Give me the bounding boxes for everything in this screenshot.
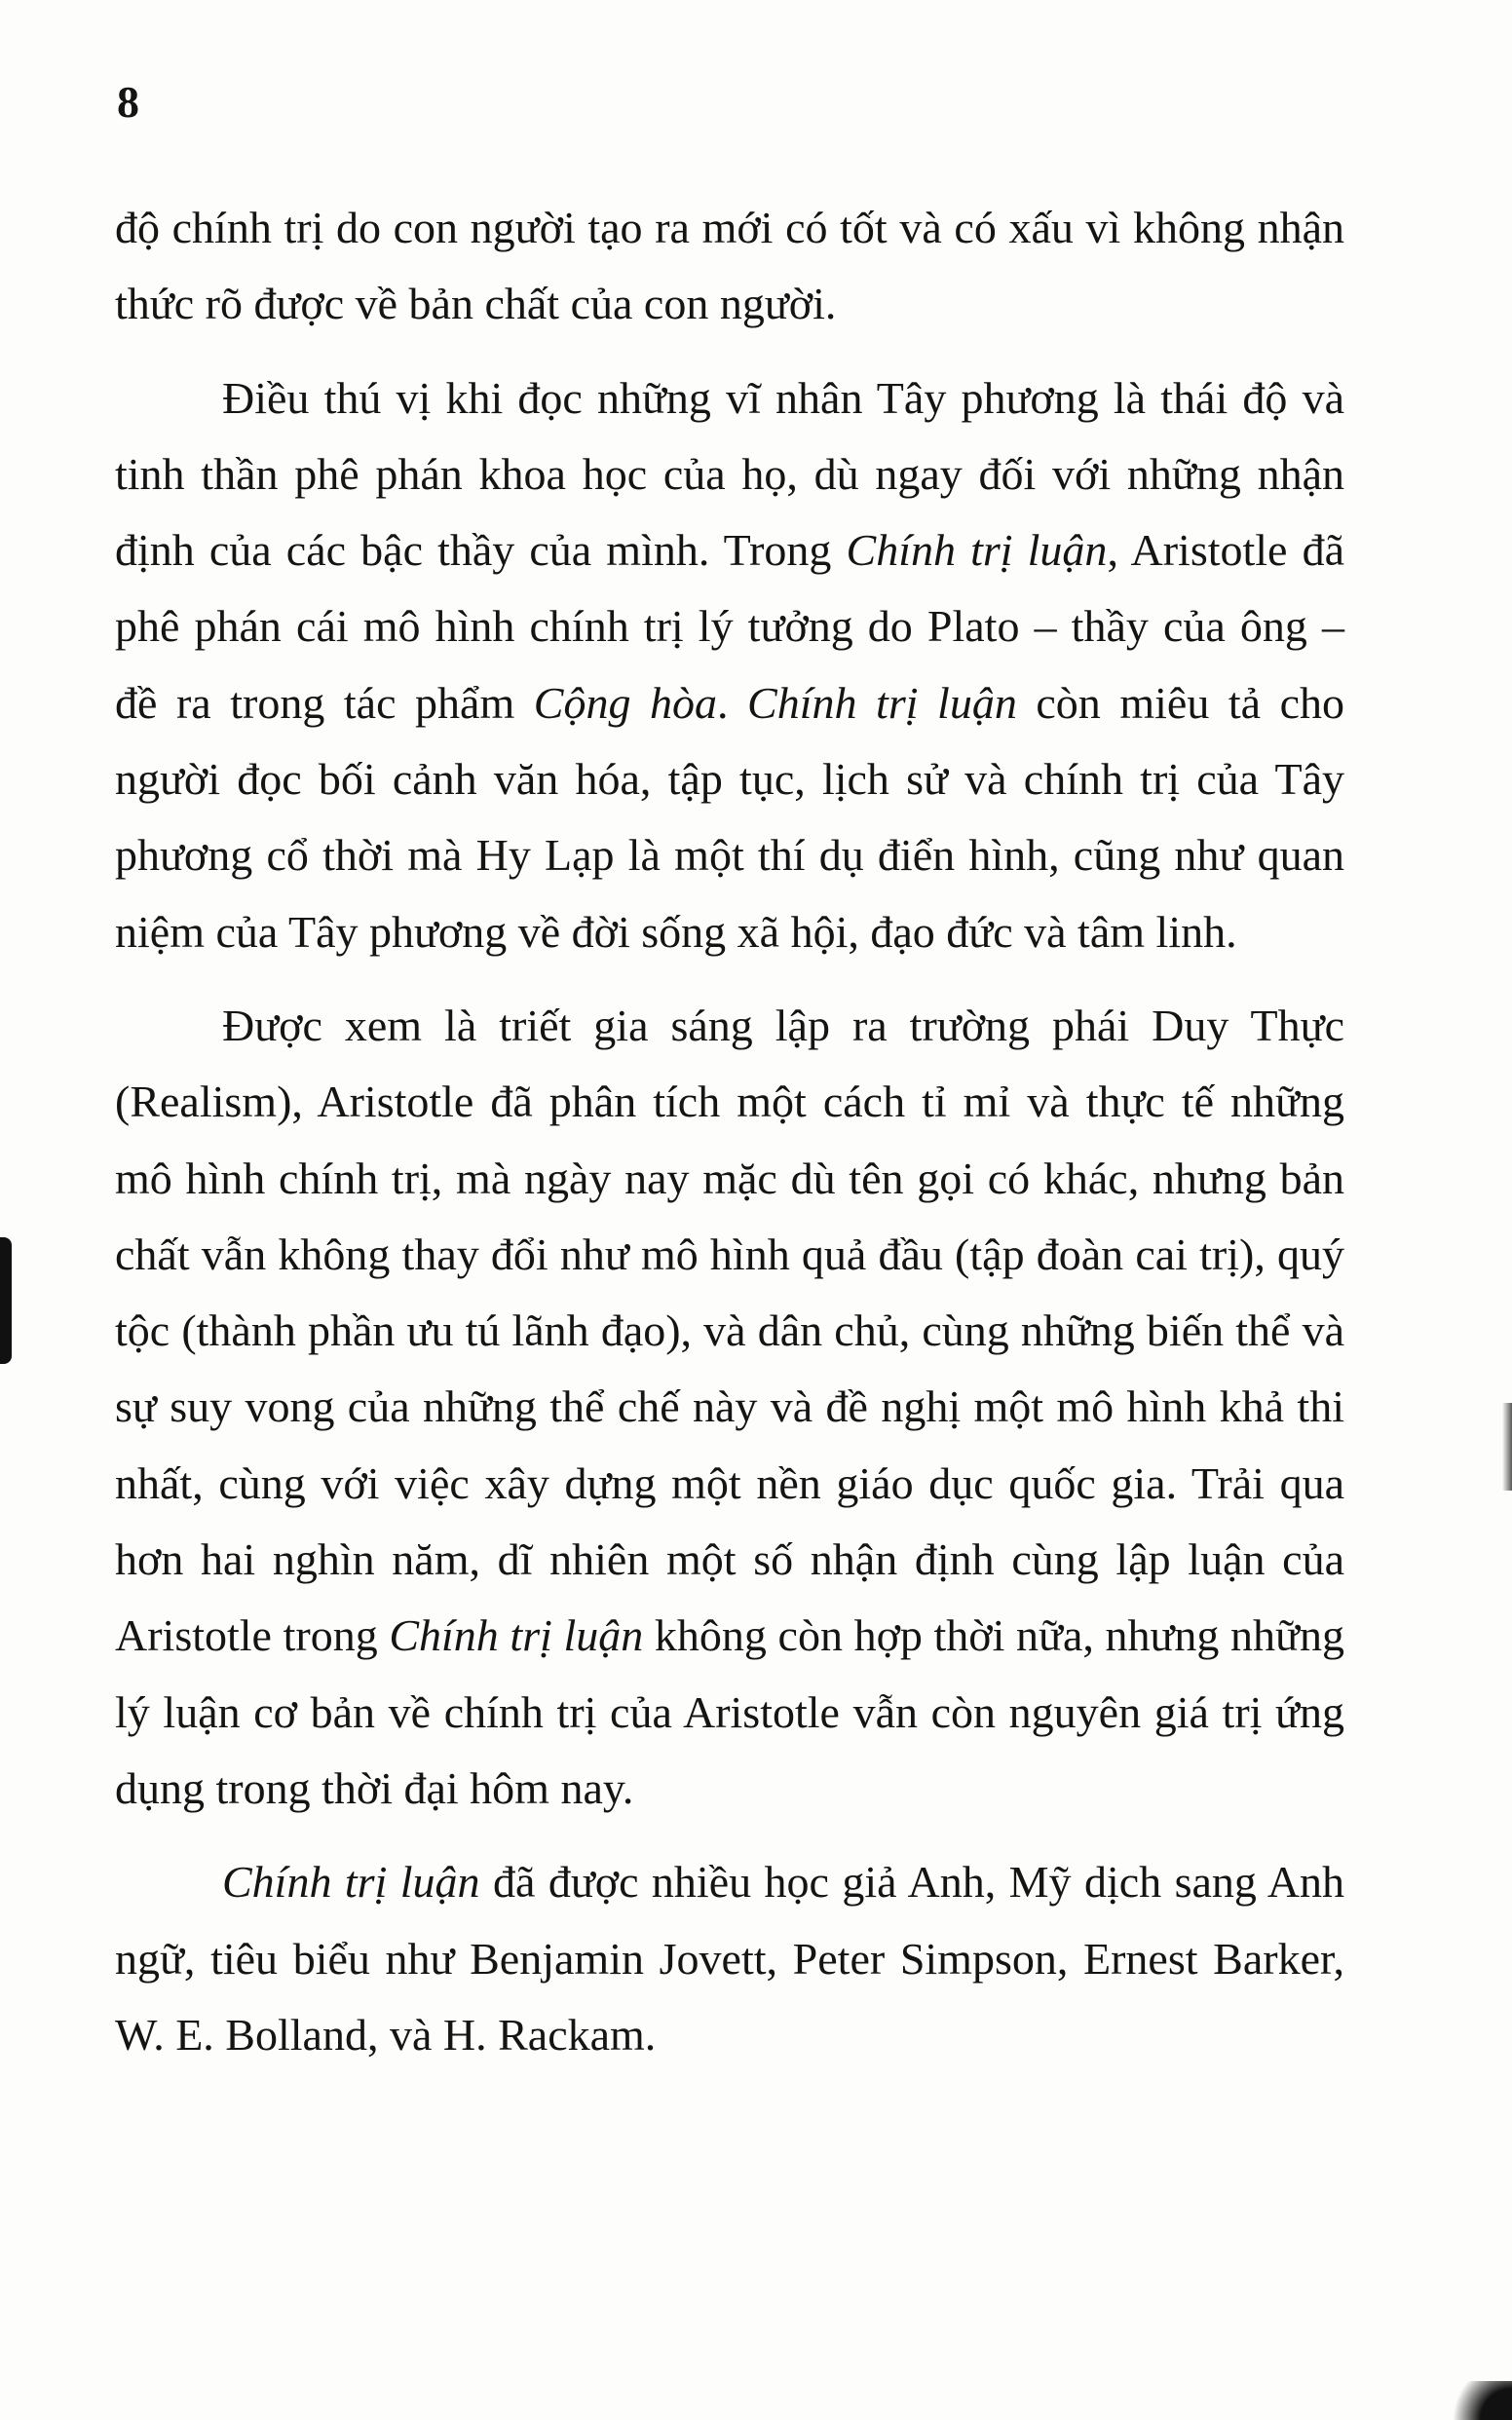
page-corner-shadow <box>1444 2381 1512 2420</box>
book-title-italic: Cộng hòa <box>533 677 717 728</box>
paragraph-4 <box>115 1844 1344 2073</box>
book-title-italic: Chính trị luận <box>747 677 1017 728</box>
book-title-italic: Chính trị luận <box>222 1857 480 1908</box>
page-edge-shadow-right <box>1502 1403 1512 1491</box>
text-run: độ chính trị do con người tạo ra mới có tốt và có xấu vì không nhận thức rõ được về bản chất của con người. <box>115 203 1344 329</box>
paragraph-1 <box>115 190 1344 343</box>
page-number: 8 <box>117 77 139 127</box>
text-run: . <box>717 677 748 728</box>
book-title-italic: Chính trị luận <box>389 1610 644 1661</box>
text-run: Được xem là triết gia sáng lập ra trường phái Duy Thực (Realism), Aristotle đã phân tích một cách tỉ mỉ và thực tế những mô hình chính trị, mà ngày nay mặc dù tên gọi có khác, nhưng bản chất vẫn không thay đổi như mô hình quả đầu (tập đoàn cai trị), quý tộc (thành phần ưu tú lãnh đạo), và dân chủ, cùng những biến thể và sự suy vong của những thể chế này và đề nghị một mô hình khả thi nhất, cùng với việc xây dựng một nền giáo dục quốc gia. Trải qua hơn hai nghìn năm, dĩ nhiên một số nhận định cùng lập luận của Aristotle trong <box>115 1000 1344 1661</box>
text-run: còn miêu tả cho người đọc bối cảnh văn hóa, tập tục, lịch sử và chính trị của Tây phương cổ thời mà Hy Lạp là một thí dụ điển hình, cũng như quan niệm của Tây phương về đời sống xã hội, đạo đức và tâm linh. <box>115 677 1345 957</box>
text-run: Điều thú vị khi đọc những vĩ nhân Tây phương là thái độ và tinh thần phê phán khoa học của họ, dù ngay đối với những nhận định của các bậc thầy của mình. Trong <box>115 372 1344 576</box>
text-run: không còn hợp thời nữa, nhưng những lý luận cơ bản về chính trị của Aristotle vẫn còn nguyên giá trị ứng dụng trong thời đại hôm nay. <box>115 1610 1344 1813</box>
text-run: đã được nhiều học giả Anh, Mỹ dịch sang Anh ngữ, tiêu biểu như Benjamin Jovett, Peter Simpson, Ernest Barker, W. E. Bolland, và H. Rackam. <box>115 1857 1344 2060</box>
paragraph-2 <box>115 360 1344 970</box>
book-title-italic: Chính trị luận <box>846 525 1108 576</box>
text-run: , Aristotle đã phê phán cái mô hình chính trị lý tưởng do Plato – thầy của ông – đề ra trong tác phẩm <box>115 525 1344 728</box>
page-edge-shadow-left <box>0 1237 12 1364</box>
paragraph-3 <box>115 988 1344 1827</box>
body-text <box>115 190 1344 2091</box>
